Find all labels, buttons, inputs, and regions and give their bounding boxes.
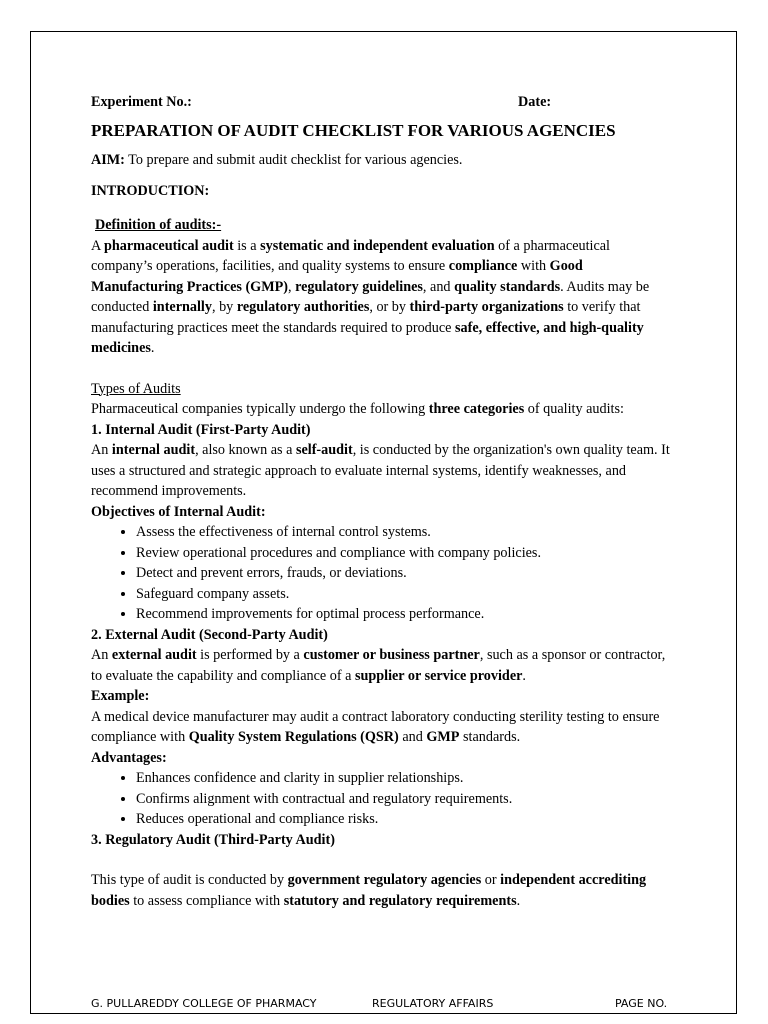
- aim-label: AIM:: [91, 152, 125, 168]
- external-audit-heading: 2. External Audit (Second-Party Audit): [91, 626, 328, 643]
- objectives-heading: Objectives of Internal Audit:: [91, 503, 266, 520]
- footer-page-number: PAGE NO.: [615, 997, 668, 1010]
- aim-text: To prepare and submit audit checklist for various agencies.: [124, 152, 463, 168]
- bold-term: regulatory guidelines: [295, 278, 423, 295]
- bold-term: internal audit: [111, 442, 196, 458]
- list-item: • Recommend improvements for optimal process performance.: [136, 604, 671, 625]
- types-heading: Types of Audits: [91, 380, 181, 397]
- objectives-list: [91, 522, 671, 625]
- regulatory-audit-paragraph: This type of audit is conducted by government regulatory agencies or independent accrediting bodies to assess compliance with statutory and regulatory requirements.: [91, 872, 647, 909]
- footer-subject: REGULATORY AFFAIRS: [372, 997, 494, 1010]
- bold-term: Good Manufacturing Practices (GMP): [91, 258, 583, 295]
- bold-term: internally: [152, 299, 212, 315]
- bold-term: Quality System Regulations (QSR): [188, 729, 399, 745]
- regulatory-audit-heading: 3. Regulatory Audit (Third-Party Audit): [91, 831, 335, 848]
- bold-term: three categories: [428, 401, 525, 417]
- page-footer: [91, 997, 671, 1015]
- list-item: • Review operational procedures and compliance with company policies.: [136, 543, 671, 564]
- bold-term: safe, effective, and high-quality medicines: [91, 319, 644, 356]
- example-paragraph: A medical device manufacturer may audit a contract laboratory conducting sterility testing to ensure compliance with Quality System Regulations (QSR) and GMP standards.: [91, 708, 660, 745]
- definition-paragraph: A pharmaceutical audit is a systematic and independent evaluation of a pharmaceutical company’s operations, facilities, and quality systems to ensure compliance with Good Manufacturing Practices (GMP), regulatory guidelines, and quality standards. Audits may be conducted internally, by regulatory authorities, or by third-party organizations to verify that manufacturing practices meet the standards required to produce safe, effective, and high-quality medicines.: [91, 237, 650, 356]
- list-item: • Enhances confidence and clarity in supplier relationships.: [136, 768, 671, 789]
- experiment-label: Experiment No.:: [91, 94, 192, 110]
- document-body: [91, 92, 671, 911]
- types-intro: Pharmaceutical companies typically undergo the following three categories of quality audits:: [91, 401, 624, 417]
- bold-term: quality standards: [454, 278, 561, 295]
- footer-college: G. PULLAREDDY COLLEGE OF PHARMACY: [91, 997, 317, 1010]
- introduction-heading: INTRODUCTION:: [91, 182, 210, 199]
- bold-term: regulatory authorities: [236, 299, 370, 315]
- bold-term: systematic and independent evaluation: [260, 237, 495, 254]
- list-item: • Reduces operational and compliance risks.: [136, 809, 671, 830]
- bold-term: third-party organizations: [409, 299, 564, 315]
- list-item: • Assess the effectiveness of internal control systems.: [136, 522, 671, 543]
- list-item: • Confirms alignment with contractual and regulatory requirements.: [136, 789, 671, 810]
- bold-term: compliance: [448, 258, 518, 274]
- bold-term: external audit: [111, 647, 197, 663]
- bold-term: independent accrediting bodies: [91, 872, 647, 909]
- page-title: PREPARATION OF AUDIT CHECKLIST FOR VARIOUS AGENCIES: [91, 121, 616, 140]
- external-audit-paragraph: An external audit is performed by a customer or business partner, such as a sponsor or contractor, to evaluate the capability and compliance of a supplier or service provider.: [91, 647, 666, 684]
- bold-term: pharmaceutical audit: [104, 237, 234, 254]
- aim-line: [91, 150, 671, 171]
- header-line: [91, 92, 671, 112]
- bold-term: GMP: [426, 729, 460, 745]
- definition-heading: Definition of audits:-: [95, 217, 222, 233]
- bold-term: customer or business partner: [303, 647, 480, 663]
- internal-audit-paragraph: An internal audit, also known as a self-audit, is conducted by the organization's own quality team. It uses a structured and strategic approach to evaluate internal systems, identify weaknesses, and recommend improvements.: [91, 442, 670, 499]
- date-label: Date:: [518, 94, 552, 110]
- bold-term: statutory and regulatory requirements: [283, 892, 517, 909]
- example-heading: Example:: [91, 688, 150, 704]
- bold-term: government regulatory agencies: [287, 872, 482, 888]
- advantages-heading: Advantages:: [91, 749, 167, 766]
- advantages-list: [91, 768, 671, 830]
- bold-term: supplier or service provider: [354, 667, 523, 684]
- list-item: • Safeguard company assets.: [136, 584, 671, 605]
- list-item: • Detect and prevent errors, frauds, or deviations.: [136, 563, 671, 584]
- internal-audit-heading: 1. Internal Audit (First-Party Audit): [91, 421, 311, 438]
- bold-term: self-audit: [295, 442, 353, 458]
